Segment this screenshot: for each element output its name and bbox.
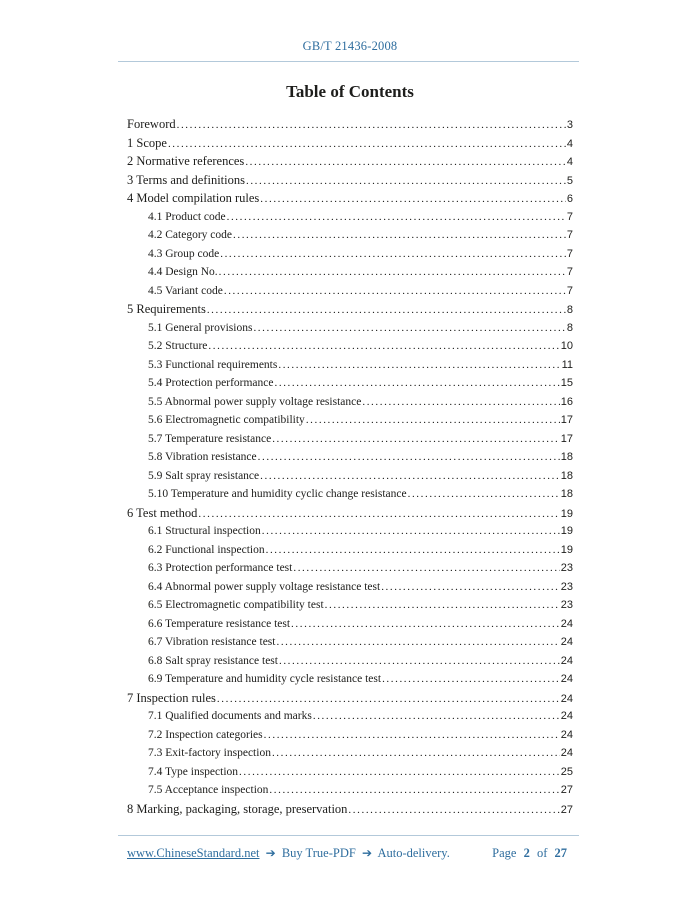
toc-entry-page: 27 [560,803,573,816]
toc-entry-label: 6.4 Abnormal power supply voltage resistance test [148,580,381,593]
toc-entry-label: 6.9 Temperature and humidity cycle resistance test [148,673,382,685]
toc-entry-label: 7.1 Qualified documents and marks [148,710,312,722]
toc-entry-label: 5.4 Protection performance [148,377,274,389]
toc-entry-label: 4.1 Product code [148,210,226,223]
toc-entry-page: 7 [566,210,573,223]
toc-entry-page: 7 [566,247,573,260]
toc-entry-label: 5 Requirements [127,302,206,316]
toc-entry[interactable] [127,726,573,745]
toc-entry-label: 7.2 Inspection categories [148,728,263,741]
toc-entry-page: 25 [560,765,573,778]
of-label: of [536,846,548,860]
toc-entry-page: 24 [560,692,573,705]
toc-dot-leader [306,411,560,430]
arrow-right-icon: ➔ [265,846,276,860]
toc-entry[interactable] [127,652,573,671]
toc-entry[interactable] [127,319,573,338]
toc-entry-label: 6 Test method [127,505,198,520]
toc-entry-page: 18 [560,488,573,500]
toc-entry-page: 7 [566,284,573,297]
toc-entry-label: 5.8 Vibration resistance [148,451,257,463]
footer-divider [118,835,579,836]
toc-entry[interactable] [127,744,573,763]
toc-entry[interactable] [127,337,573,356]
toc-dot-leader [233,226,566,245]
toc-dot-leader [362,393,559,412]
toc-dot-leader [382,670,560,689]
toc-entry-page: 24 [560,636,573,648]
toc-dot-leader [293,559,559,578]
toc-entry[interactable] [127,374,573,393]
toc-entry-label: 5.1 General provisions [148,321,253,334]
toc-entry[interactable] [127,800,573,819]
toc-dot-leader [272,744,560,763]
toc-entry-label: 7.5 Acceptance inspection [148,784,269,796]
toc-entry-page: 24 [560,728,573,741]
header-divider [118,61,579,62]
toc-dot-leader [208,337,559,356]
toc-dot-leader [198,504,559,524]
toc-entry-page: 18 [560,469,573,482]
toc-dot-leader [278,356,560,375]
toc-dot-leader [266,541,560,560]
toc-entry-label: 5.10 Temperature and humidity cyclic change resistance [148,488,407,500]
toc-entry-label: 1 Scope [127,135,167,150]
toc-entry[interactable] [127,763,573,782]
toc-entry-page: 24 [560,617,573,630]
toc-entry-label: 7 Inspection rules [127,690,216,705]
toc-entry-page: 19 [560,507,573,520]
toc-entry-label: 6.2 Functional inspection [148,543,265,556]
toc-entry[interactable] [127,689,573,708]
toc-entry-page: 18 [560,451,573,463]
toc-dot-leader [269,781,559,800]
page-footer [127,846,567,861]
page-indicator [492,846,567,861]
toc-dot-leader [239,763,560,782]
toc-entry-page: 10 [560,340,573,352]
toc-entry-label: Foreword [127,117,176,131]
toc-dot-leader [245,152,566,172]
toc-dot-leader [264,726,560,745]
toc-entry-page: 17 [560,432,573,445]
toc-entry[interactable] [127,226,573,245]
toc-dot-leader [258,448,560,467]
toc-dot-leader [207,300,566,320]
toc-entry-label: 7.4 Type inspection [148,765,239,778]
toc-entry-page: 11 [561,358,573,371]
toc-entry-label: 5.9 Salt spray resistance [148,469,260,482]
toc-entry[interactable] [127,189,573,208]
toc-entry-label: 6.7 Vibration resistance test [148,636,276,648]
toc-dot-leader [224,282,566,301]
toc-entry[interactable] [127,245,573,264]
footer-promo [127,846,450,861]
toc-entry-label: 5.6 Electromagnetic compatibility [148,414,305,426]
toc-dot-leader [408,485,560,504]
toc-entry-label: 4.3 Group code [148,247,220,260]
toc-dot-leader [246,171,566,191]
toc-entry-label: 6.1 Structural inspection [148,525,261,537]
toc-entry-label: 6.8 Salt spray resistance test [148,654,278,667]
toc-entry-page: 24 [560,654,573,667]
toc-entry-page: 24 [560,673,573,685]
toc-entry-page: 15 [560,377,573,389]
toc-dot-leader [276,633,559,652]
toc-entry-page: 17 [560,414,573,426]
toc-entry-page: 27 [560,784,573,796]
toc-entry[interactable] [127,171,573,190]
toc-entry[interactable] [127,430,573,449]
toc-entry-page: 23 [560,562,573,574]
toc-entry-page: 19 [560,525,573,537]
toc-entry-label: 6.6 Temperature resistance test [148,617,291,630]
page-title: Table of Contents [286,82,414,101]
toc-entry[interactable] [127,541,573,560]
toc-entry-page: 23 [560,599,573,611]
toc-dot-leader [381,578,560,597]
toc-entry-page: 4 [566,137,573,150]
toc-dot-leader [272,430,560,449]
toc-entry-page: 4 [566,156,573,168]
website-link[interactable]: www.ChineseStandard.net [127,846,260,860]
toc-entry[interactable] [127,485,573,504]
toc-entry-page: 8 [566,304,573,316]
toc-entry[interactable] [127,559,573,578]
page-header [0,39,700,54]
toc-dot-leader [348,800,559,820]
toc-entry-page: 6 [566,193,573,205]
toc-dot-leader [217,689,560,709]
toc-list [127,115,573,818]
toc-entry-label: 5.3 Functional requirements [148,358,278,371]
toc-entry-page: 24 [560,747,573,759]
page-label: Page [492,846,517,860]
toc-entry-label: 7.3 Exit-factory inspection [148,747,271,759]
toc-entry-page: 24 [560,710,573,722]
footer-delivery-text: Auto-delivery. [377,846,450,860]
toc-entry-page: 23 [560,580,573,593]
toc-entry-label: 5.7 Temperature resistance [148,432,272,445]
doc-number: GB/T 21436-2008 [302,39,398,53]
toc-entry-label: 5.5 Abnormal power supply voltage resistance [148,395,362,408]
toc-entry[interactable] [127,615,573,634]
toc-dot-leader [219,263,566,282]
toc-entry-label: 4 Model compilation rules [127,191,260,205]
toc-entry-page: 5 [566,174,573,187]
toc-entry[interactable] [127,300,573,319]
toc-dot-leader [291,615,560,634]
toc-entry[interactable] [127,208,573,227]
toc-entry-label: 4.4 Design No. [148,266,218,278]
toc-dot-leader [253,319,565,338]
toc-entry-page: 7 [566,266,573,278]
toc-dot-leader [220,245,566,264]
toc-entry-label: 3 Terms and definitions [127,172,245,187]
toc-entry-label: 4.2 Category code [148,229,232,241]
toc-entry-label: 2 Normative references [127,154,245,168]
toc-entry[interactable] [127,522,573,541]
page-total-number: 27 [554,846,567,860]
toc-entry-label: 5.2 Structure [148,340,208,352]
toc-dot-leader [279,652,560,671]
toc-entry-label: 8 Marking, packaging, storage, preservation [127,801,348,816]
toc-entry-label: 6.5 Electromagnetic compatibility test [148,599,324,611]
toc-dot-leader [177,115,566,135]
toc-entry[interactable] [127,670,573,689]
toc-entry[interactable] [127,411,573,430]
toc-entry[interactable] [127,356,573,375]
toc-dot-leader [275,374,560,393]
toc-entry[interactable] [127,596,573,615]
toc-entry[interactable] [127,134,573,153]
toc-entry[interactable] [127,633,573,652]
toc-entry[interactable] [127,282,573,301]
toc-entry-page: 8 [566,321,573,334]
arrow-right-icon: ➔ [361,846,372,860]
toc-entry[interactable] [127,504,573,523]
toc-entry[interactable] [127,448,573,467]
toc-entry[interactable] [127,781,573,800]
toc-entry-label: 6.3 Protection performance test [148,562,293,574]
toc-entry[interactable] [127,115,573,134]
toc-dot-leader [227,208,566,227]
toc-entry[interactable] [127,467,573,486]
toc-entry-page: 19 [560,543,573,556]
toc-entry[interactable] [127,263,573,282]
toc-entry[interactable] [127,152,573,171]
toc-entry-page: 16 [560,395,573,408]
toc-dot-leader [260,467,560,486]
toc-entry[interactable] [127,707,573,726]
toc-dot-leader [313,707,560,726]
toc-entry[interactable] [127,393,573,412]
toc-dot-leader [260,189,566,209]
toc-dot-leader [168,134,566,154]
toc-entry-label: 4.5 Variant code [148,284,223,297]
toc-entry-page: 3 [566,119,573,131]
toc-dot-leader [325,596,560,615]
toc-entry-page: 7 [566,229,573,241]
toc-dot-leader [262,522,560,541]
page-current-number: 2 [523,846,530,860]
toc-entry[interactable] [127,578,573,597]
footer-buy-text: Buy True-PDF [281,846,356,860]
